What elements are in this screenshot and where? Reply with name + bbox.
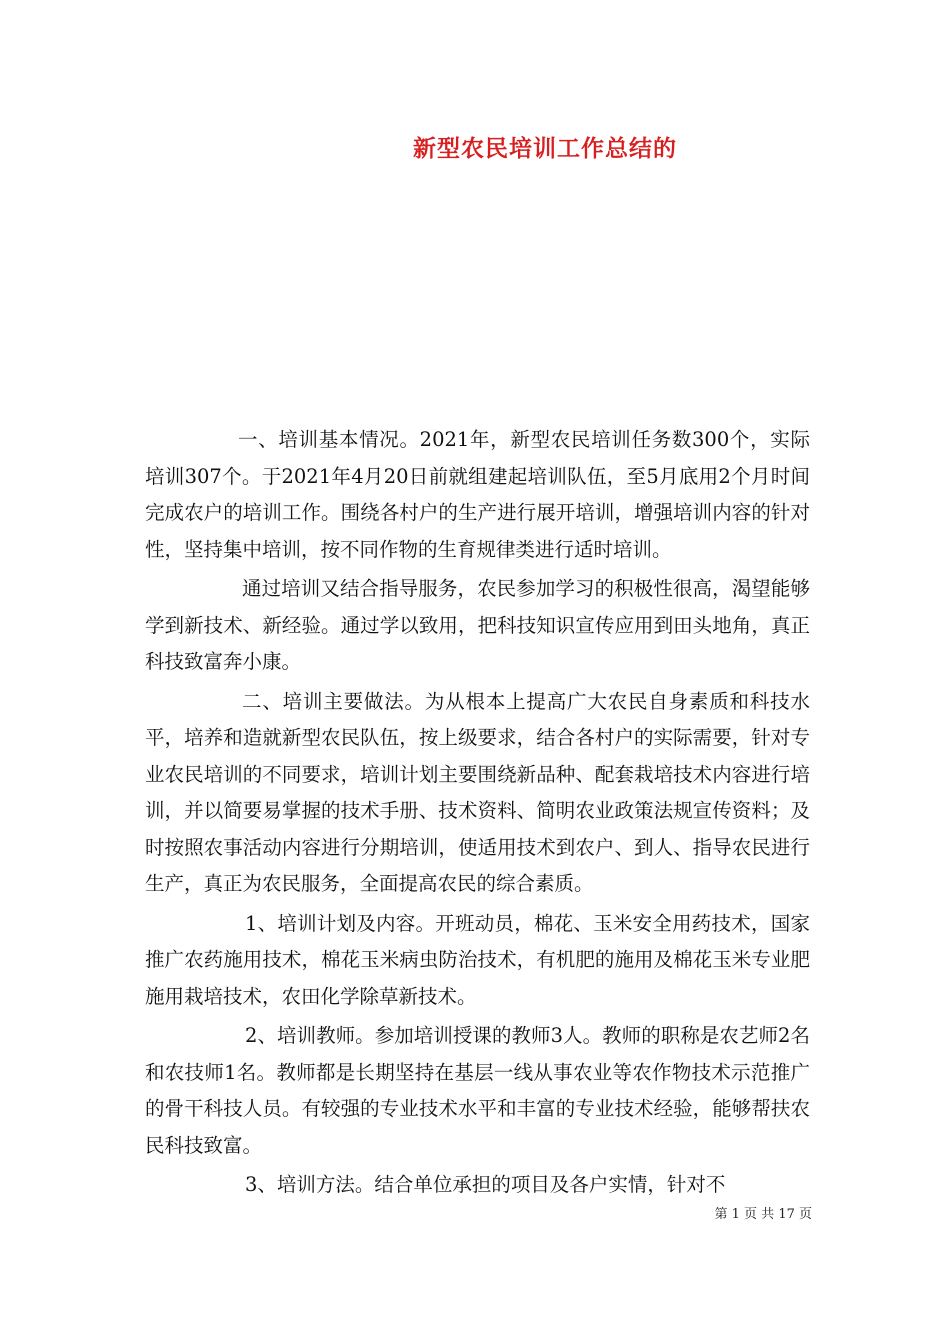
document-title: 新型农民培训工作总结的 (413, 135, 677, 162)
paragraph-methods: 3、培训方法。结合单位承担的项目及各户实情，针对不 (245, 1173, 726, 1196)
page-number-footer: 第 1 页 共 17 页 (714, 1207, 812, 1222)
paragraph-training-guidance: 通过培训又结合指导服务，农民参加学习的积极性很高，渴望能够学到新技术、新经验。通过学以致用，把科技知识宣传应用到田头地角，真正科技致富奔小康。 (145, 577, 810, 673)
paragraph-teachers: 2、培训教师。参加培训授课的教师3人。教师的职称是农艺师2名和农技师1名。教师都是长期坚持在基层一线从事农业等农作物技术示范推广的骨干科技人员。有较强的专业技术水平和丰富的专业技术经验，能够帮扶农民科技致富。 (145, 1024, 810, 1157)
document-body (145, 422, 810, 1204)
paragraph-main-practices: 二、培训主要做法。为从根本上提高广大农民自身素质和科技水平，培养和造就新型农民队伍，按上级要求，结合各村户的实际需要，针对专业农民培训的不同要求，培训计划主要围绕新品种、配套栽培技术内容进行培训，并以简要易掌握的技术手册、技术资料、简明农业政策法规宣传资料；及时按照农事活动内容进行分期培训，使适用技术到农户、到人、指导农民进行生产，真正为农民服务，全面提高农民的综合素质。 (145, 689, 810, 895)
paragraph-basic-situation: 一、培训基本情况。2021年，新型农民培训任务数300个，实际培训307个。于2021年4月20日前就组建起培训队伍，至5月底用2个月时间完成农户的培训工作。围绕各村户的生产进行展开培训，增强培训内容的针对性，坚持集中培训，按不同作物的生育规律类进行适时培训。 (145, 428, 810, 561)
paragraph-plan-content: 1、培训计划及内容。开班动员，棉花、玉米安全用药技术，国家推广农药施用技术，棉花玉米病虫防治技术，有机肥的施用及棉花玉米专业肥施用栽培技术，农田化学除草新技术。 (145, 911, 810, 1008)
